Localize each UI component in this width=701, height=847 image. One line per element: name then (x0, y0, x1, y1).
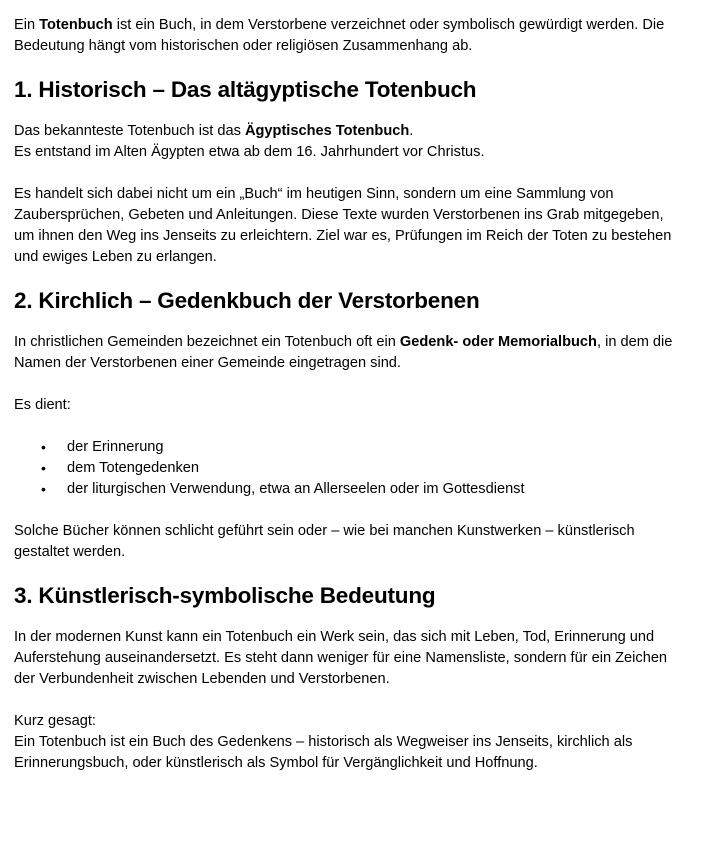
summary-paragraph (14, 711, 687, 774)
heading-section-3: 3. Künstlerisch-symbolische Bedeutung (14, 583, 436, 608)
list-item: • dem Totengedenken (14, 458, 687, 479)
summary-label: Kurz gesagt: (14, 713, 96, 729)
intro-paragraph: Ein Totenbuch ist ein Buch, in dem Verstorbene verzeichnet oder symbolisch gewürdigt werden. Die Bedeutung hängt vom historischen oder religiösen Zusammenhang ab. (14, 17, 665, 54)
heading-section-2: 2. Kirchlich – Gedenkbuch der Verstorbenen (14, 288, 480, 313)
bullet-icon: • (41, 481, 46, 497)
section-1-paragraph-2: Es handelt sich dabei nicht um ein „Buch“ im heutigen Sinn, sondern um eine Sammlung von Zaubersprüchen, Gebeten und Anleitungen. Diese Texte wurden Verstorbenen ins Grab mitgegeben, um ihnen den Weg ins Jenseits zu erleichtern. Ziel war es, Prüfungen im Reich der Toten zu bestehen und ewiges Leben zu erlangen. (14, 186, 672, 265)
section-3-paragraph-1: In der modernen Kunst kann ein Totenbuch ein Werk sein, das sich mit Leben, Tod, Erinnerung und Auferstehung auseinandersetzt. Es steht dann weniger für eine Namensliste, sondern für ein Zeichen der Verbundenheit zwischen Lebenden und Verstorbenen. (14, 629, 668, 687)
section-1-paragraph-1: Das bekannteste Totenbuch ist das Ägyptisches Totenbuch. Es entstand im Alten Ägypten etwa ab dem 16. Jahrhundert vor Christus. (14, 123, 485, 160)
bullet-icon: • (41, 460, 46, 476)
heading-section-1: 1. Historisch – Das altägyptische Totenbuch (14, 77, 477, 102)
section-2-paragraph-1: In christlichen Gemeinden bezeichnet ein Totenbuch oft ein Gedenk- oder Memorialbuch, in dem die Namen der Verstorbenen einer Gemeinde eingetragen sind. (14, 334, 673, 371)
bullet-icon: • (41, 439, 46, 455)
term-aegyptisches-totenbuch: Ägyptisches Totenbuch (244, 123, 410, 139)
bullet-list (14, 437, 687, 500)
section-2-paragraph-2: Es dient: (14, 397, 71, 413)
list-item: • der liturgischen Verwendung, etwa an Allerseelen oder im Gottesdienst (14, 479, 687, 500)
term-gedenkbuch: Gedenk- oder Memorialbuch (399, 334, 597, 350)
summary-text: Ein Totenbuch ist ein Buch des Gedenkens – historisch als Wegweiser ins Jenseits, kirchlich als Erinnerungsbuch, oder künstlerisch als Symbol für Vergänglichkeit und Hoffnung. (14, 734, 633, 771)
section-2-paragraph-3: Solche Bücher können schlicht geführt sein oder – wie bei manchen Kunstwerken – künstlerisch gestaltet werden. (14, 523, 635, 560)
term-totenbuch: Totenbuch (39, 17, 113, 33)
list-item: • der Erinnerung (14, 437, 687, 458)
